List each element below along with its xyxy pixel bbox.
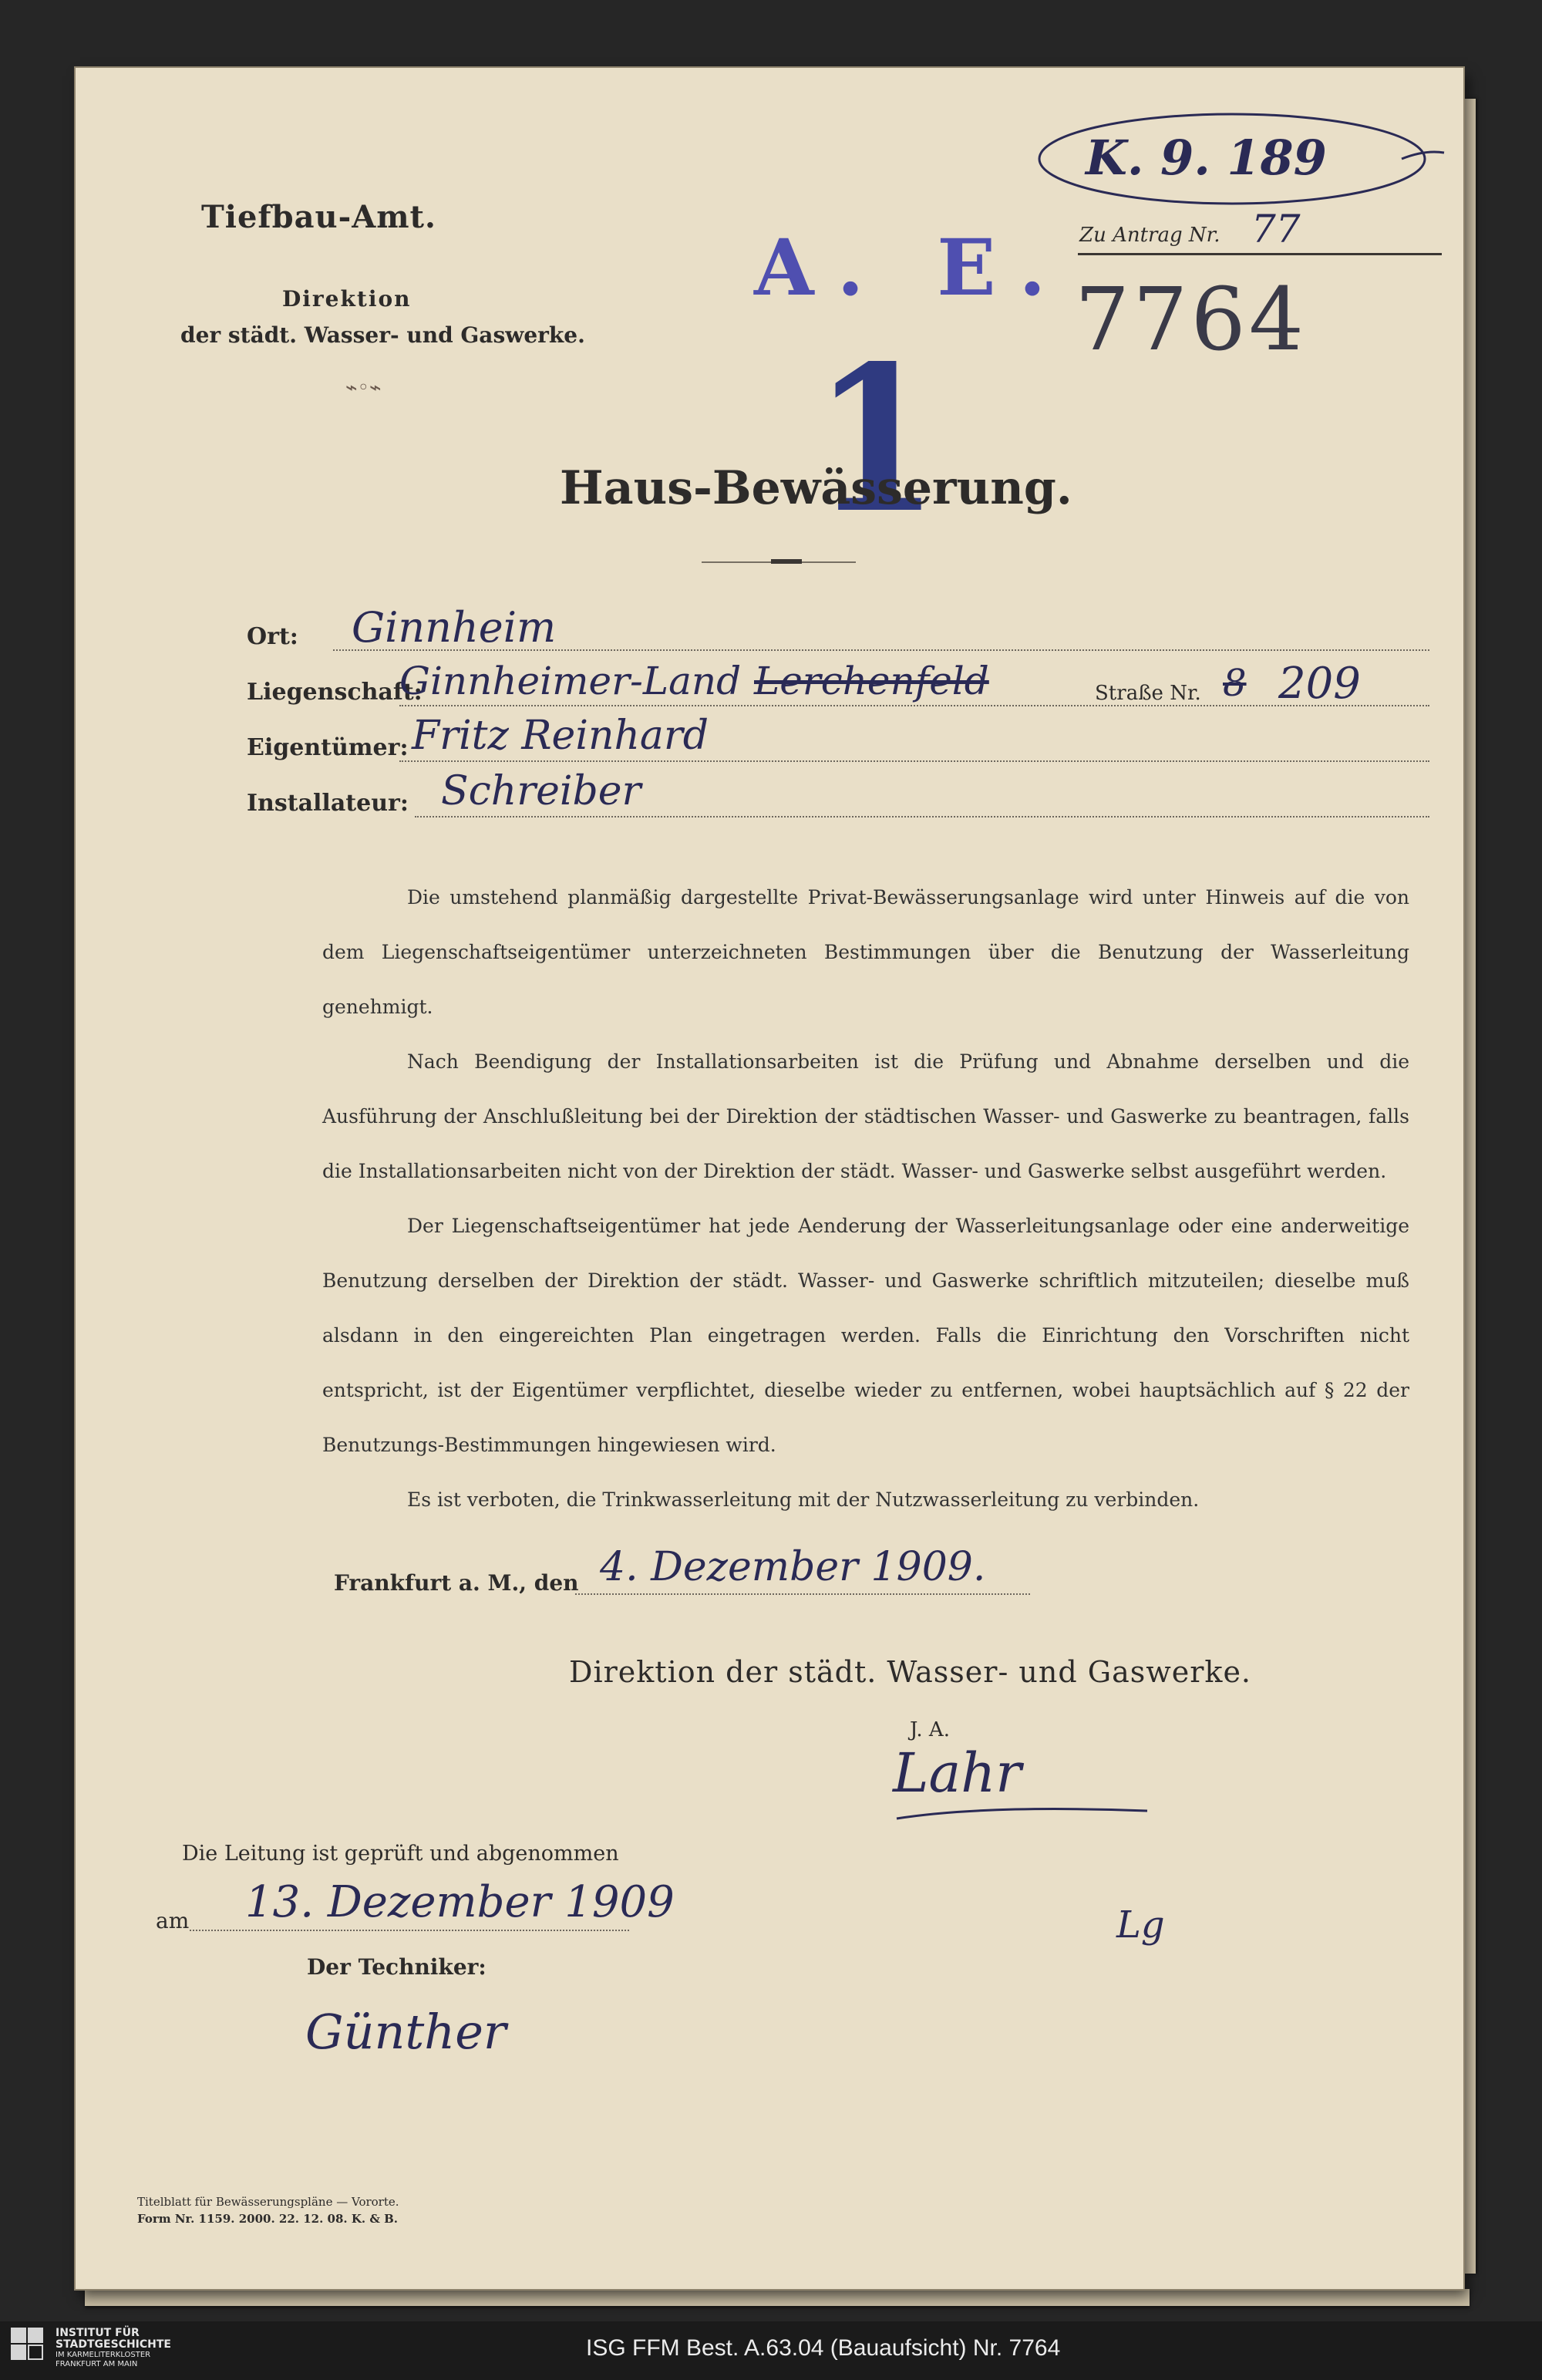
office-name: Tiefbau-Amt. — [201, 199, 436, 235]
eigentuemer-line — [399, 760, 1429, 762]
installateur-label: Installateur: — [247, 790, 409, 817]
ia-label: J. A. — [910, 1718, 950, 1741]
form-line2: Form Nr. 1159. 2000. 22. 12. 08. K. & B. — [137, 2212, 398, 2226]
am-label: am — [156, 1908, 190, 1933]
paper-edge-bottom — [85, 2289, 1470, 2306]
institute-line2: STADTGESCHICHTE — [56, 2338, 171, 2351]
date-value: 4. Dezember 1909. — [600, 1544, 986, 1590]
directorate-line1: Direktion — [282, 286, 412, 312]
inspection-text: Die Leitung ist geprüft und abgenommen — [182, 1842, 619, 1866]
archive-caption: ISG FFM Best. A.63.04 (Bauaufsicht) Nr. 7764 — [586, 2335, 1061, 2361]
installateur-value: Schreiber — [441, 768, 641, 814]
liegenschaft-line — [399, 705, 1429, 706]
paragraph: Der Liegenschaftseigentümer hat jede Aenderung der Wasserleitungsanlage oder eine anderweitige Benutzung derselben der Direktion der städt. Wasser- und Gaswerke schriftlich mitzuteilen; dieselbe muß alsdann in den eingereichten Plan eingetragen werden. Falls die Einrichtung den Vorschriften nicht entspricht, ist der Eigentümer verpflichtet, dieselbe wieder zu entfernen, wobei hauptsächlich auf § 22 der Benutzungs-Bestimmungen hingewiesen wird. — [322, 1215, 1409, 1456]
signature: Lahr — [893, 1741, 1022, 1805]
form-line1: Titelblatt für Bewässerungspläne — Vororte. — [137, 2195, 399, 2209]
signature-stroke — [893, 1803, 1155, 1826]
paragraph: Die umstehend planmäßig dargestellte Privat-Bewässerungsanlage wird unter Hinweis auf die von dem Liegenschaftseigentümer unterzeichneten Bestimmungen über die Benutzung der Wasserleitung genehmigt. — [322, 886, 1409, 1018]
antrag-rule — [1078, 253, 1442, 255]
institute-logo — [11, 2328, 45, 2361]
title-rule-bar — [771, 559, 802, 564]
place-date-label: Frankfurt a. M., den — [334, 1570, 579, 1596]
antrag-label: Zu Antrag Nr. — [1079, 224, 1220, 247]
institute-line3: IM KARMELITERKLOSTER — [56, 2351, 151, 2359]
file-ref: K. 9. 189 — [1086, 130, 1327, 186]
page-title: Haus-Bewässerung. — [560, 461, 1072, 515]
liegenschaft-struck: Lerchenfeld — [754, 659, 989, 703]
document-page — [76, 68, 1463, 2289]
directorate-line2: der städt. Wasser- und Gaswerke. — [180, 322, 585, 348]
stamp-letters: A. E. — [754, 222, 1069, 313]
handwritten-number: 7764 — [1075, 270, 1308, 370]
institute-line1: INSTITUT FÜR — [56, 2327, 140, 2339]
antrag-value: 77 — [1251, 207, 1301, 251]
ort-label: Ort: — [247, 623, 298, 650]
liegenschaft-label: Liegenschaft: — [247, 679, 423, 706]
strasse-label: Straße Nr. — [1095, 682, 1201, 705]
paragraph: Nach Beendigung der Installationsarbeiten ist die Prüfung und Abnahme derselben und die Ausführung der Anschlußleitung bei der Direktion der städtischen Wasser- und Gaswerke zu beantragen, falls die Installationsarbeiten nicht von der Direktion der städt. Wasser- und Gaswerke selbst ausgeführt werden. — [322, 1050, 1409, 1182]
eigentuemer-value: Fritz Reinhard — [412, 713, 709, 759]
strasse-struck: 8 — [1223, 662, 1247, 705]
initials: Lg — [1116, 1903, 1165, 1947]
paper-edge — [1463, 99, 1476, 2274]
ort-line — [333, 649, 1429, 651]
techniker-label: Der Techniker: — [307, 1954, 487, 1980]
institute-name — [56, 2328, 171, 2369]
ornament: ⌁◦⌁ — [345, 376, 382, 399]
installateur-line — [415, 816, 1429, 817]
date-line — [575, 1593, 1030, 1595]
inspection-date: 13. Dezember 1909 — [245, 1877, 675, 1927]
paragraph: Es ist verboten, die Trinkwasserleitung mit der Nutzwasserleitung zu verbinden. — [407, 1488, 1200, 1511]
strasse-value: 209 — [1278, 659, 1361, 709]
ort-value: Ginnheim — [352, 603, 557, 652]
body-text — [322, 870, 1409, 1527]
eigentuemer-label: Eigentümer: — [247, 734, 409, 761]
stamp-number: 1 — [813, 322, 939, 558]
footer-bar — [0, 2321, 1542, 2380]
signature-org: Direktion der städt. Wasser- und Gaswerke. — [569, 1655, 1252, 1689]
institute-line4: FRANKFURT AM MAIN — [56, 2360, 138, 2368]
liegenschaft-value: Ginnheimer-Land — [399, 659, 742, 703]
techniker-signature: Günther — [305, 2004, 507, 2060]
inspection-date-line — [190, 1930, 629, 1931]
